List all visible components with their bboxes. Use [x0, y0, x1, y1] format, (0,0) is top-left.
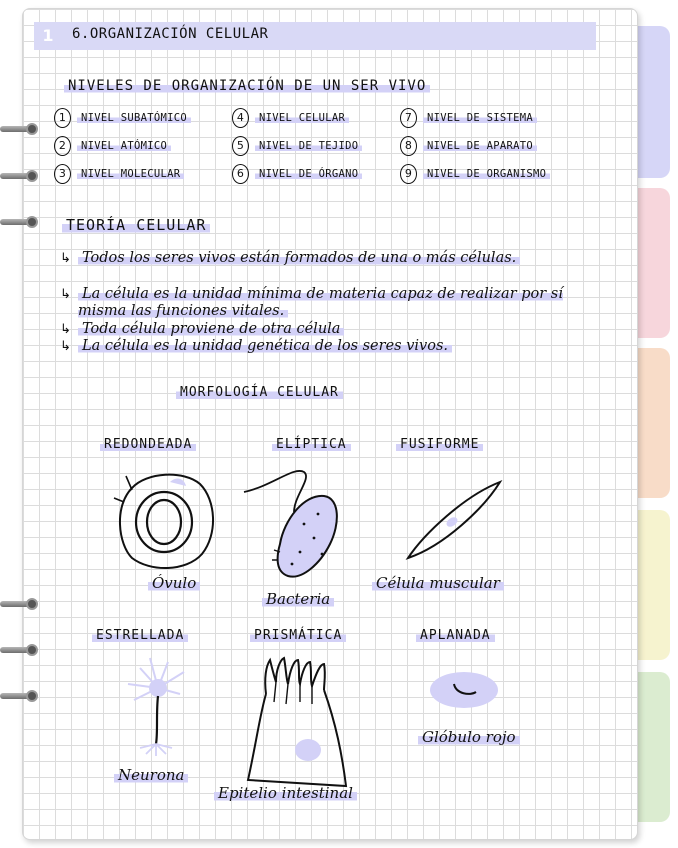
caption-celula-muscular: Célula muscular	[372, 574, 504, 592]
muscle-cell-drawing	[404, 478, 504, 562]
level-item: 9 NIVEL DE ORGANISMO	[400, 164, 550, 184]
caption-ovulo: Óvulo	[148, 574, 200, 592]
theory-statement: ↳ Toda célula proviene de otra célula	[78, 321, 578, 338]
level-item: 2 NIVEL ATÓMICO	[54, 136, 171, 156]
shape-name-estrellada: ESTRELLADA	[92, 628, 188, 643]
binder-ring	[0, 595, 36, 613]
page-number: 1	[42, 26, 54, 45]
binder-ring	[0, 213, 36, 231]
ovule-drawing	[112, 466, 220, 576]
epithelium-drawing	[244, 654, 354, 790]
shape-name-prismatica: PRISMÁTICA	[250, 628, 346, 643]
shape-name-redondeada: REDONDEADA	[100, 437, 196, 452]
arrow-icon: ↳	[60, 322, 71, 337]
shape-name-eliptica: ELÍPTICA	[272, 437, 351, 452]
binder-ring	[0, 687, 36, 705]
bacteria-drawing	[244, 464, 348, 584]
binder-ring	[0, 167, 36, 185]
morphology-title: MORFOLOGÍA CELULAR	[176, 385, 343, 400]
theory-statement: ↳ La célula es la unidad mínima de materia capaz de realizar por sí misma las funciones vitales.	[60, 286, 563, 319]
shape-name-aplanada: APLANADA	[416, 628, 495, 643]
caption-globulo-rojo: Glóbulo rojo	[418, 728, 520, 746]
binder-ring	[0, 641, 36, 659]
arrow-icon: ↳	[60, 251, 71, 266]
binder-ring	[0, 120, 36, 138]
arrow-icon: ↳	[60, 287, 71, 302]
level-item: 5 NIVEL DE TEJIDO	[232, 136, 362, 156]
caption-epitelio-intestinal: Epitelio intestinal	[214, 784, 357, 802]
red-blood-cell-drawing	[428, 670, 500, 710]
shape-name-fusiforme: FUSIFORME	[396, 437, 483, 452]
caption-neurona: Neurona	[114, 766, 188, 784]
caption-bacteria: Bacteria	[262, 590, 334, 608]
neuron-drawing	[120, 654, 190, 758]
level-item: 3 NIVEL MOLECULAR	[54, 164, 184, 184]
level-item: 7 NIVEL DE SISTEMA	[400, 108, 537, 128]
theory-statement: ↳ Todos los seres vivos están formados de una o más células.	[78, 250, 578, 267]
level-item: 6 NIVEL DE ÓRGANO	[232, 164, 362, 184]
theory-statement: ↳ La célula es la unidad genética de los seres vivos.	[78, 338, 578, 355]
levels-title: NIVELES DE ORGANIZACIÓN DE UN SER VIVO	[64, 78, 430, 94]
level-item: 8 NIVEL DE APARATO	[400, 136, 537, 156]
page-title: 6.ORGANIZACIÓN CELULAR	[72, 26, 269, 42]
theory-title: TEORÍA CELULAR	[62, 216, 210, 234]
level-item: 1 NIVEL SUBATÓMICO	[54, 108, 191, 128]
level-item: 4 NIVEL CELULAR	[232, 108, 349, 128]
arrow-icon: ↳	[60, 339, 71, 354]
